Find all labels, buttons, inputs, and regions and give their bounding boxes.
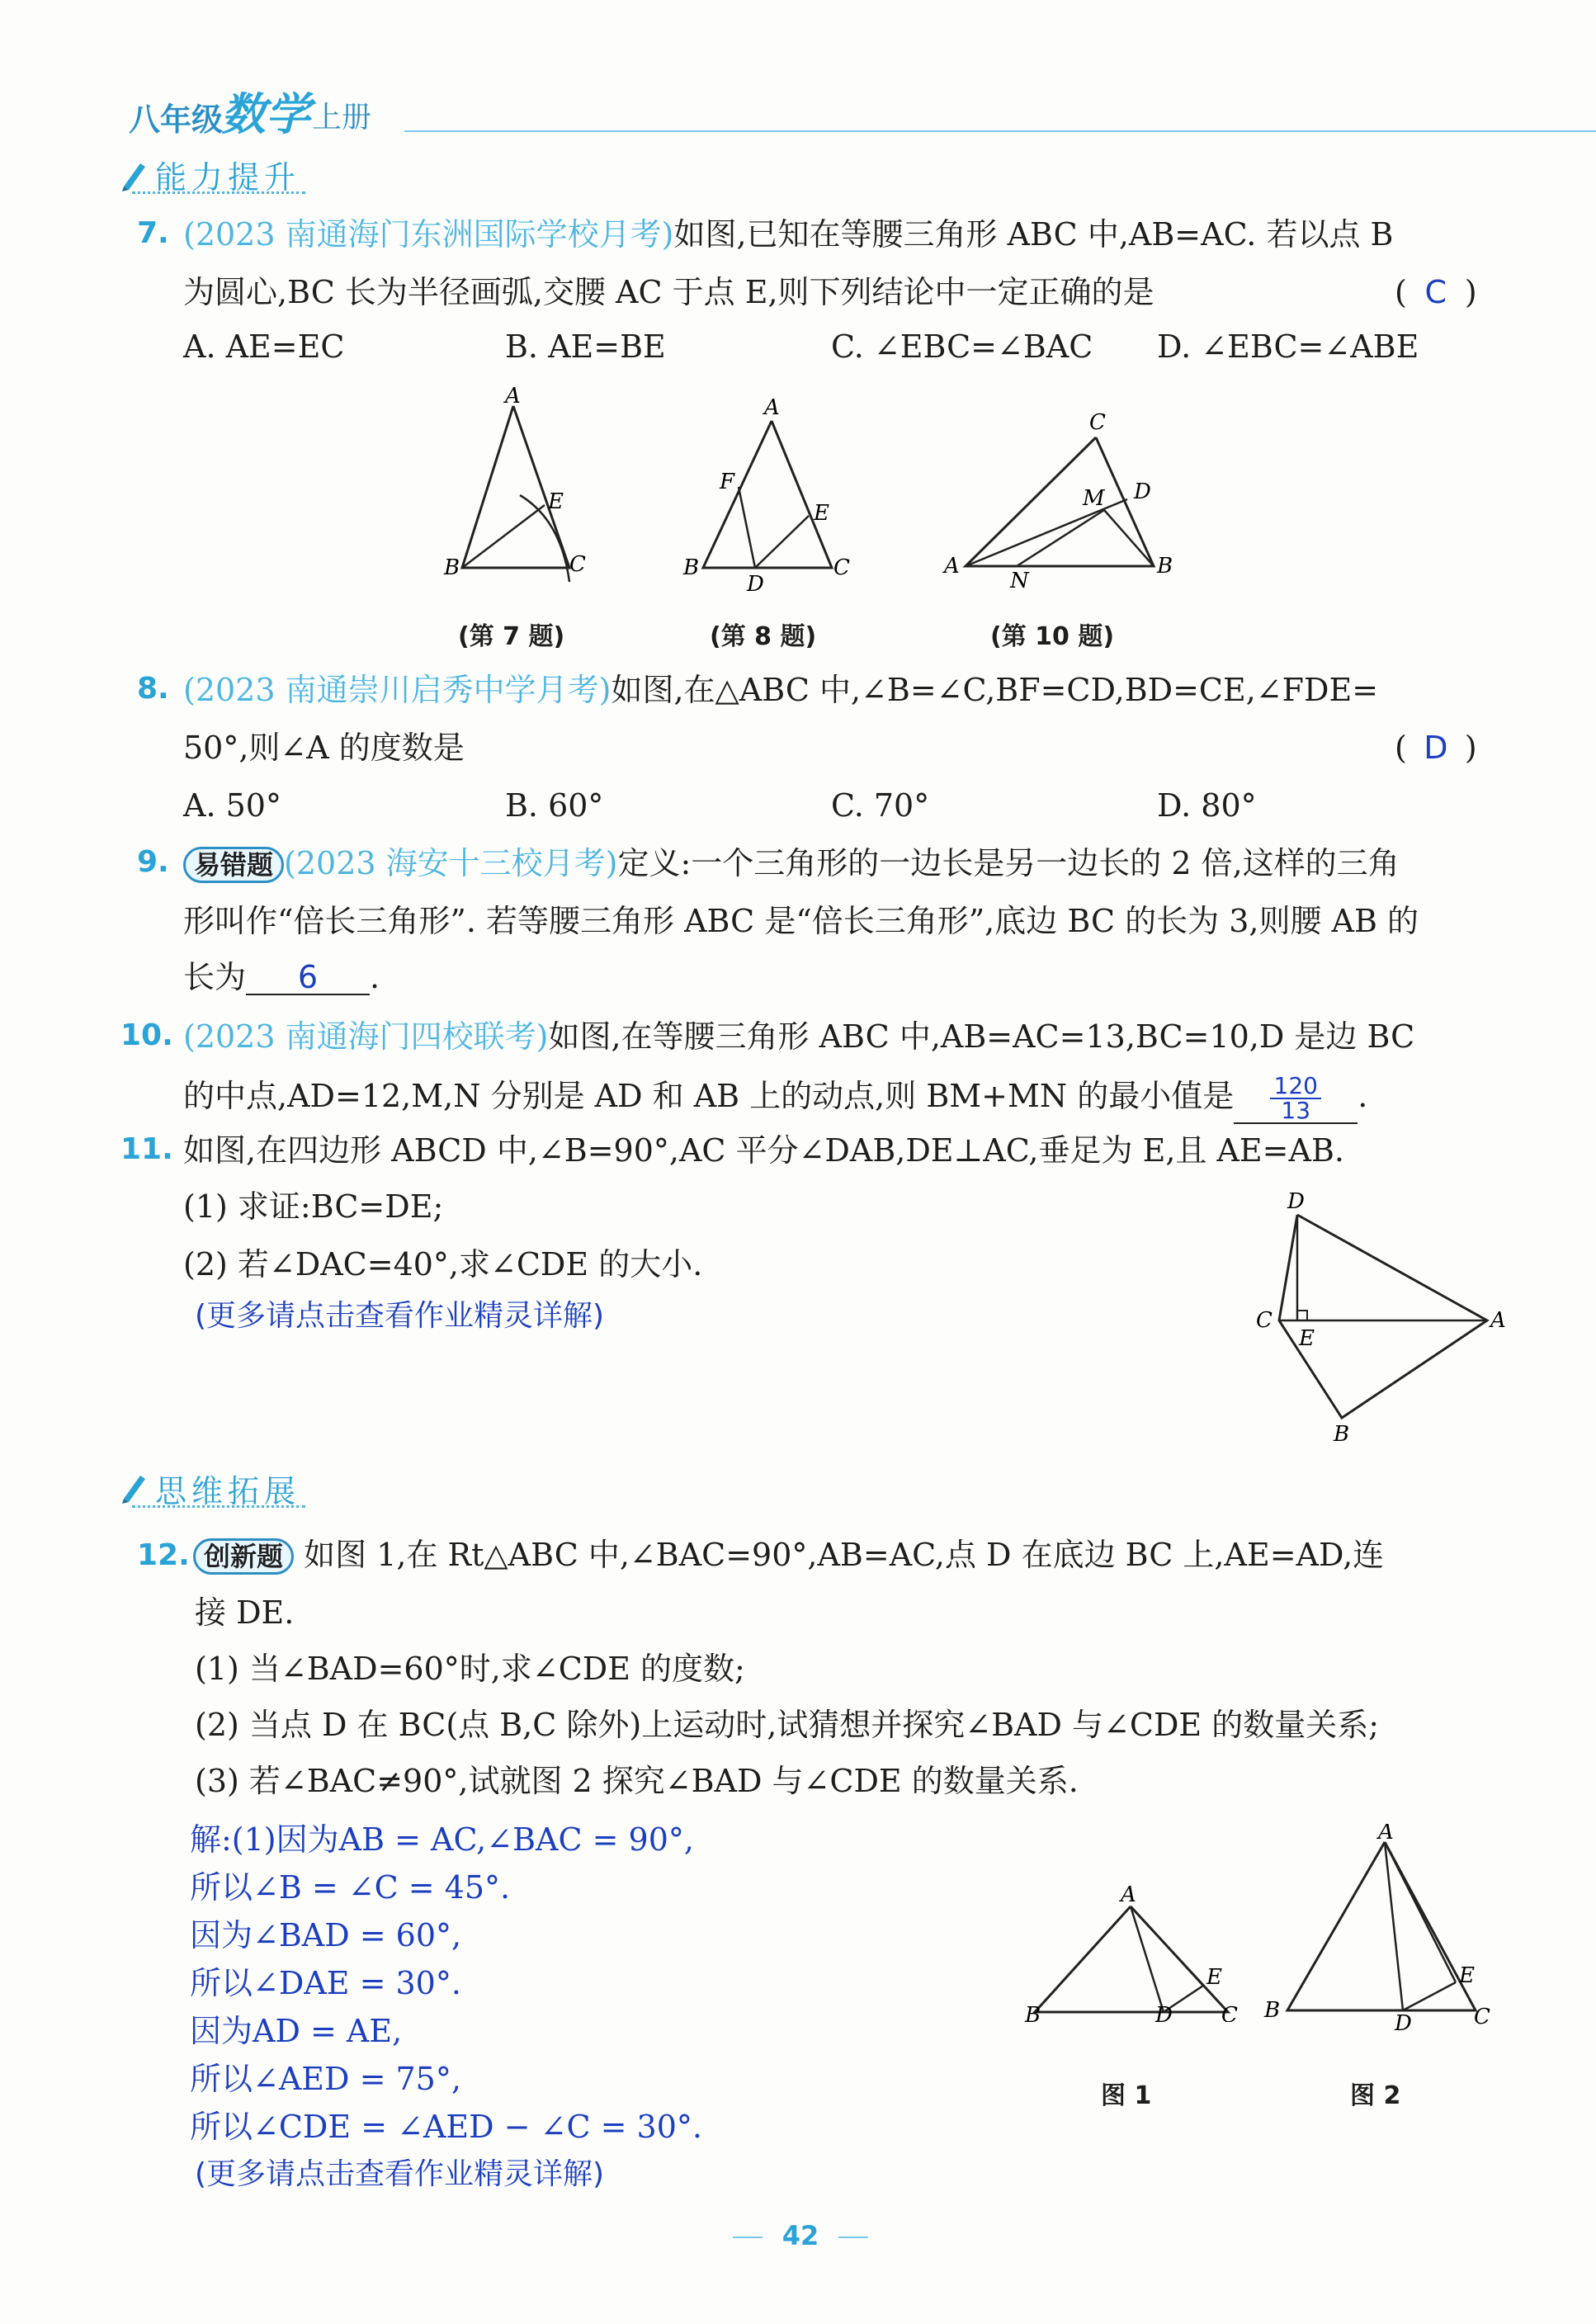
fig12-2-label-b: B bbox=[1264, 1998, 1281, 2023]
q9-text3-end: . bbox=[370, 959, 380, 995]
q11-part2: (2) 若∠DAC=40°,求∠CDE 的大小. bbox=[183, 1246, 703, 1282]
q12-number: 12. bbox=[137, 1538, 190, 1572]
q10-source: (2023 南通海门四校联考) bbox=[183, 1018, 549, 1055]
q12-part2: (2) 当点 D 在 BC(点 B,C 除外)上运动时,试猜想并探究∠BAD 与∠CDE 的数量关系; bbox=[195, 1707, 1380, 1743]
fig12-2-label-d: D bbox=[1395, 2011, 1412, 2030]
fig10-label-m: M bbox=[1083, 486, 1105, 511]
fig11-label-d: D bbox=[1287, 1189, 1305, 1214]
section-title-thinking: 思维拓展 bbox=[155, 1473, 301, 1509]
q12-solution-line1: 解:(1)因为AB = AC,∠BAC = 90°, bbox=[190, 1821, 694, 1858]
fig12-1-label-c: C bbox=[1221, 2003, 1238, 2022]
fig12-1-label-a: A bbox=[1121, 1882, 1136, 1907]
fig11-label-a: A bbox=[1490, 1308, 1506, 1333]
q8-source: (2023 南通崇川启秀中学月考) bbox=[183, 672, 611, 708]
q9-number: 9. bbox=[137, 845, 169, 879]
caption-q10: (第 10 题) bbox=[990, 622, 1115, 651]
caption-q7: (第 7 题) bbox=[458, 622, 565, 651]
page-number: 42 bbox=[781, 2220, 819, 2251]
q12-part3: (3) 若∠BAC≠90°,试就图 2 探究∠BAD 与∠CDE 的数量关系. bbox=[195, 1763, 1079, 1799]
q9-line1 bbox=[183, 843, 1400, 883]
q9-answer: 6 bbox=[246, 961, 370, 995]
q11-number: 11. bbox=[120, 1132, 173, 1166]
q9-line3 bbox=[183, 957, 380, 997]
q12-solution-line3: 因为∠BAD = 60°, bbox=[190, 1917, 462, 1953]
caption-fig1: 图 1 bbox=[1101, 2081, 1152, 2110]
q12-solution-line7: 所以∠CDE = ∠AED − ∠C = 30°. bbox=[190, 2109, 702, 2145]
fig11-label-c: C bbox=[1256, 1308, 1273, 1333]
q9-text1: 定义:一个三角形的一边长是另一边长的 2 倍,这样的三角 bbox=[617, 845, 1400, 881]
q12-tag: 创新题 bbox=[193, 1538, 294, 1575]
q12-solution-line2: 所以∠B = ∠C = 45°. bbox=[190, 1869, 511, 1906]
q10-answer-numerator: 120 bbox=[1270, 1075, 1321, 1099]
q12-solution-line5: 因为AD = AE, bbox=[190, 2013, 403, 2049]
q8-answer-bracket: ( D ) bbox=[1395, 730, 1477, 766]
q9-source: (2023 海安十三校月考) bbox=[284, 845, 618, 881]
fig8-label-f: F bbox=[720, 470, 735, 494]
header-volume: 上册 bbox=[312, 101, 372, 135]
q7-source: (2023 南通海门东洲国际学校月考) bbox=[183, 216, 674, 253]
footer-dash-left bbox=[733, 2237, 763, 2238]
fig8-label-c: C bbox=[833, 555, 850, 580]
figure-q10 bbox=[941, 404, 1180, 594]
q7-answer-bracket: ( C ) bbox=[1395, 274, 1477, 310]
header-grade: 八年级 bbox=[129, 102, 224, 138]
fig8-label-e: E bbox=[814, 501, 829, 526]
q9-text3: 长为 bbox=[183, 959, 247, 995]
q8-text1: 如图,在△ABC 中,∠B=∠C,BF=CD,BD=CE,∠FDE= bbox=[611, 672, 1379, 708]
q7-text1: 如图,已知在等腰三角形 ABC 中,AB=AC. 若以点 B bbox=[673, 216, 1394, 253]
q12-solution-line6: 所以∠AED = 75°, bbox=[190, 2061, 461, 2097]
fig12-2-label-c: C bbox=[1474, 2005, 1490, 2029]
section-underline bbox=[132, 191, 305, 194]
fig7-label-b: B bbox=[444, 555, 460, 580]
caption-fig2: 图 2 bbox=[1350, 2081, 1401, 2110]
header-rule bbox=[404, 130, 1596, 132]
fig10-label-a: A bbox=[944, 554, 960, 579]
fig10-label-c: C bbox=[1089, 410, 1106, 435]
fig11-label-e: E bbox=[1299, 1326, 1315, 1351]
q8-option-a: A. 50° bbox=[183, 787, 281, 824]
fig12-2-label-a: A bbox=[1378, 1824, 1394, 1845]
page-header bbox=[124, 83, 1494, 149]
caption-q8: (第 8 题) bbox=[710, 622, 817, 651]
q8-answer: D bbox=[1424, 730, 1448, 766]
q10-line2 bbox=[183, 1072, 1368, 1124]
q11-more-link[interactable]: (更多请点击查看作业精灵详解) bbox=[195, 1299, 605, 1333]
fig7-label-a: A bbox=[505, 384, 521, 409]
q8-option-d: D. 80° bbox=[1157, 787, 1257, 824]
q10-number: 10. bbox=[120, 1018, 173, 1052]
fig12-1-label-e: E bbox=[1206, 1965, 1222, 1990]
q12-more-link[interactable]: (更多请点击查看作业精灵详解) bbox=[195, 2157, 605, 2191]
q7-answer: C bbox=[1424, 274, 1447, 310]
q8-number: 8. bbox=[137, 672, 169, 706]
fig12-1-label-b: B bbox=[1025, 2003, 1041, 2022]
q10-line1 bbox=[183, 1017, 1414, 1056]
q8-option-c: C. 70° bbox=[831, 787, 930, 824]
footer-dash-right bbox=[838, 2237, 868, 2238]
q10-text2-end: . bbox=[1358, 1078, 1368, 1114]
pencil-icon bbox=[119, 1471, 149, 1504]
fig8-label-a: A bbox=[764, 395, 780, 420]
q12-part1: (1) 当∠BAD=60°时,求∠CDE 的度数; bbox=[195, 1651, 745, 1687]
q10-text2: 的中点,AD=12,M,N 分别是 AD 和 AB 上的动点,则 BM+MN 的最小值是 bbox=[183, 1078, 1235, 1114]
q11-line1: 如图,在四边形 ABCD 中,∠B=90°,AC 平分∠DAB,DE⊥AC,垂足为 E,且 AE=AB. bbox=[183, 1132, 1344, 1169]
figure-q12-2 bbox=[1254, 1824, 1502, 2030]
fig7-label-c: C bbox=[569, 552, 586, 577]
q7-line1 bbox=[183, 215, 1393, 254]
fig10-label-b: B bbox=[1157, 554, 1173, 579]
page-footer bbox=[726, 2220, 875, 2251]
q7-option-a: A. AE=EC bbox=[183, 328, 345, 365]
fig7-label-e: E bbox=[548, 489, 564, 514]
figure-q7 bbox=[437, 380, 619, 594]
q12-text1: 如图 1,在 Rt△ABC 中,∠BAC=90°,AB=AC,点 D 在底边 BC 上,AE=AD,连 bbox=[304, 1537, 1385, 1573]
header-subject: 数学 bbox=[221, 88, 310, 140]
section-title-ability: 能力提升 bbox=[155, 159, 301, 196]
q9-line2: 形叫作“倍长三角形”. 若等腰三角形 ABC 是“倍长三角形”,底边 BC 的长为 3,则腰 AB 的 bbox=[183, 903, 1419, 939]
figure-q12-1 bbox=[1015, 1882, 1246, 2022]
q7-option-d: D. ∠EBC=∠ABE bbox=[1157, 328, 1419, 365]
q11-part1: (1) 求证:BC=DE; bbox=[183, 1188, 444, 1225]
q8-option-b: B. 60° bbox=[505, 787, 604, 824]
fig8-label-d: D bbox=[747, 572, 764, 594]
pencil-icon bbox=[119, 158, 149, 191]
fig10-label-d: D bbox=[1134, 479, 1151, 504]
fig12-1-label-d: D bbox=[1155, 2003, 1173, 2022]
q10-answer-denominator: 13 bbox=[1281, 1097, 1311, 1124]
q10-answer-fraction bbox=[1234, 1072, 1358, 1124]
q9-tag: 易错题 bbox=[183, 847, 284, 883]
q8-line1 bbox=[183, 670, 1378, 710]
fig8-label-b: B bbox=[683, 555, 700, 580]
fig12-2-label-e: E bbox=[1459, 1963, 1475, 1988]
fig10-label-n: N bbox=[1010, 569, 1029, 593]
q10-text1: 如图,在等腰三角形 ABC 中,AB=AC=13,BC=10,D 是边 BC bbox=[548, 1018, 1415, 1055]
q7-option-c: C. ∠EBC=∠BAC bbox=[831, 328, 1093, 365]
q8-line2: 50°,则∠A 的度数是 bbox=[183, 730, 465, 766]
q12-solution-line4: 所以∠DAE = 30°. bbox=[190, 1965, 461, 2001]
q7-option-b: B. AE=BE bbox=[505, 328, 666, 365]
q12-line2: 接 DE. bbox=[195, 1594, 295, 1631]
fig11-label-b: B bbox=[1334, 1422, 1350, 1447]
section-underline bbox=[132, 1505, 305, 1508]
q12-line1 bbox=[193, 1535, 1384, 1575]
figure-q8 bbox=[677, 388, 866, 594]
q7-number: 7. bbox=[137, 216, 169, 250]
q7-line2: 为圆心,BC 长为半径画弧,交腰 AC 于点 E,则下列结论中一定正确的是 bbox=[183, 274, 1155, 310]
figure-q11 bbox=[1238, 1188, 1510, 1452]
